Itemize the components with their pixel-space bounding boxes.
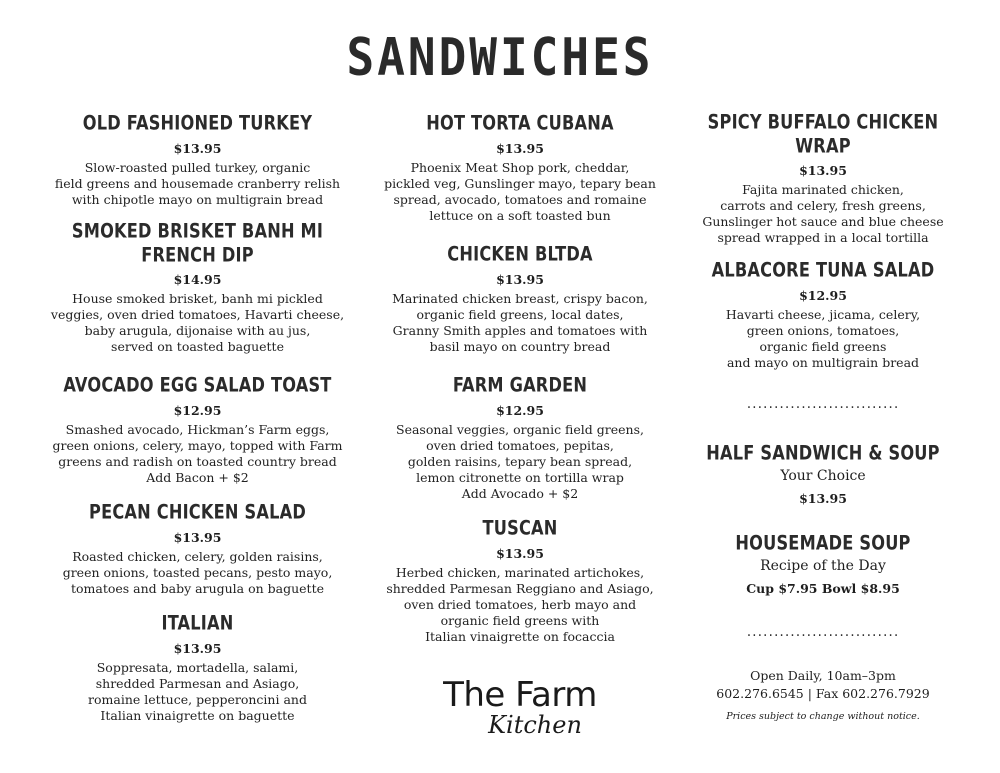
menu-item (50, 219, 345, 355)
dotted-divider: ............................ (746, 624, 900, 640)
item-name: SPICY BUFFALO CHICKEN WRAP (707, 110, 939, 159)
item-price: $13.95 (173, 141, 222, 156)
item-price: $13.95 (173, 530, 222, 545)
item-name: PECAN CHICKEN SALAD (89, 500, 306, 524)
item-description: Smashed avocado, Hickman’s Farm eggs, green onions, celery, mayo, topped with Farm greens and radish on toasted country bread Add Bacon + $2 (52, 422, 343, 485)
item-subtitle: Recipe of the Day (760, 558, 886, 574)
item-name: ITALIAN (161, 611, 234, 635)
item-name: TUSCAN (482, 516, 558, 540)
item-name: SMOKED BRISKET BANH MI FRENCH DIP (71, 219, 324, 268)
item-price: $13.95 (496, 546, 544, 561)
menu-title: SANDWICHES (346, 26, 654, 88)
phone-fax: 602.276.6545 | Fax 602.276.7929 (716, 686, 930, 701)
menu-item (50, 613, 345, 724)
item-name: ALBACORE TUNA SALAD (711, 258, 935, 282)
menu-column-right (688, 110, 958, 722)
item-subtitle: Your Choice (780, 468, 866, 484)
menu-item (370, 375, 670, 502)
item-description: Seasonal veggies, organic field greens, oven dried tomatoes, pepitas, golden raisins, tepary bean spread, lemon citronette on tortilla wrap Add Avocado + $2 (396, 422, 644, 501)
item-name: OLD FASHIONED TURKEY (82, 111, 313, 135)
menu-item (688, 260, 958, 371)
item-description: Soppresata, mortadella, salami, shredded Parmesan and Asiago, romaine lettuce, pepperoncini and Italian vinaigrette on baguette (88, 660, 307, 723)
item-description: Roasted chicken, celery, golden raisins, green onions, toasted pecans, pesto mayo, tomatoes and baby arugula on baguette (62, 549, 333, 596)
item-description: Havarti cheese, jicama, celery, green onions, tomatoes, organic field greens and mayo on multigrain bread (725, 307, 921, 370)
item-name: HALF SANDWICH & SOUP (706, 441, 940, 465)
item-description: Fajita marinated chicken, carrots and celery, fresh greens, Gunslinger hot sauce and blue cheese spread wrapped in a local tortilla (702, 182, 944, 245)
menu-item (50, 375, 345, 486)
item-price: $13.95 (799, 163, 847, 178)
dotted-divider: ............................ (746, 396, 900, 412)
item-price: $14.95 (173, 272, 222, 287)
item-price: $13.95 (799, 491, 847, 506)
item-price: $13.95 (496, 141, 544, 156)
menu-item (370, 244, 670, 355)
item-description: Phoenix Meat Shop pork, cheddar, pickled veg, Gunslinger mayo, tepary bean spread, avocado, tomatoes and romaine lettuce on a soft toasted bun (384, 160, 656, 223)
item-name: AVOCADO EGG SALAD TOAST (63, 373, 332, 397)
menu-column-middle (370, 113, 670, 645)
item-name: HOUSEMADE SOUP (735, 531, 911, 555)
item-price: $13.95 (496, 272, 544, 287)
price-disclaimer: Prices subject to change without notice. (726, 711, 920, 722)
logo-script: Kitchen (488, 711, 582, 739)
logo-wordmark: The Farm (443, 675, 597, 715)
item-description: Herbed chicken, marinated artichokes, shredded Parmesan Reggiano and Asiago, oven dried tomatoes, herb mayo and organic field greens with Italian vinaigrette on focaccia (386, 565, 654, 644)
half-sandwich-soup (688, 443, 958, 507)
item-price: $13.95 (173, 641, 222, 656)
farm-kitchen-logo (420, 675, 620, 739)
menu-item (370, 518, 670, 645)
housemade-soup (688, 533, 958, 597)
item-price: $12.95 (496, 403, 544, 418)
item-price: $12.95 (173, 403, 222, 418)
hours: Open Daily, 10am–3pm (750, 668, 896, 683)
item-description: Marinated chicken breast, crispy bacon, organic field greens, local dates, Granny Smith apples and tomatoes with basil mayo on country bread (392, 291, 648, 354)
item-description: House smoked brisket, banh mi pickled veggies, oven dried tomatoes, Havarti cheese, baby arugula, dijonaise with au jus, served on toasted baguette (50, 291, 345, 354)
item-price: Cup $7.95 Bowl $8.95 (746, 581, 900, 596)
menu-item (370, 113, 670, 224)
item-name: HOT TORTA CUBANA (426, 111, 614, 135)
menu-item (50, 502, 345, 597)
menu-column-left (50, 113, 345, 724)
menu-item (688, 110, 958, 246)
item-price: $12.95 (799, 288, 847, 303)
menu-item (50, 113, 345, 208)
item-description: Slow-roasted pulled turkey, organic field greens and housemade cranberry relish with chipotle mayo on multigrain bread (54, 160, 341, 207)
item-name: FARM GARDEN (452, 373, 588, 397)
item-name: CHICKEN BLTDA (447, 242, 593, 266)
